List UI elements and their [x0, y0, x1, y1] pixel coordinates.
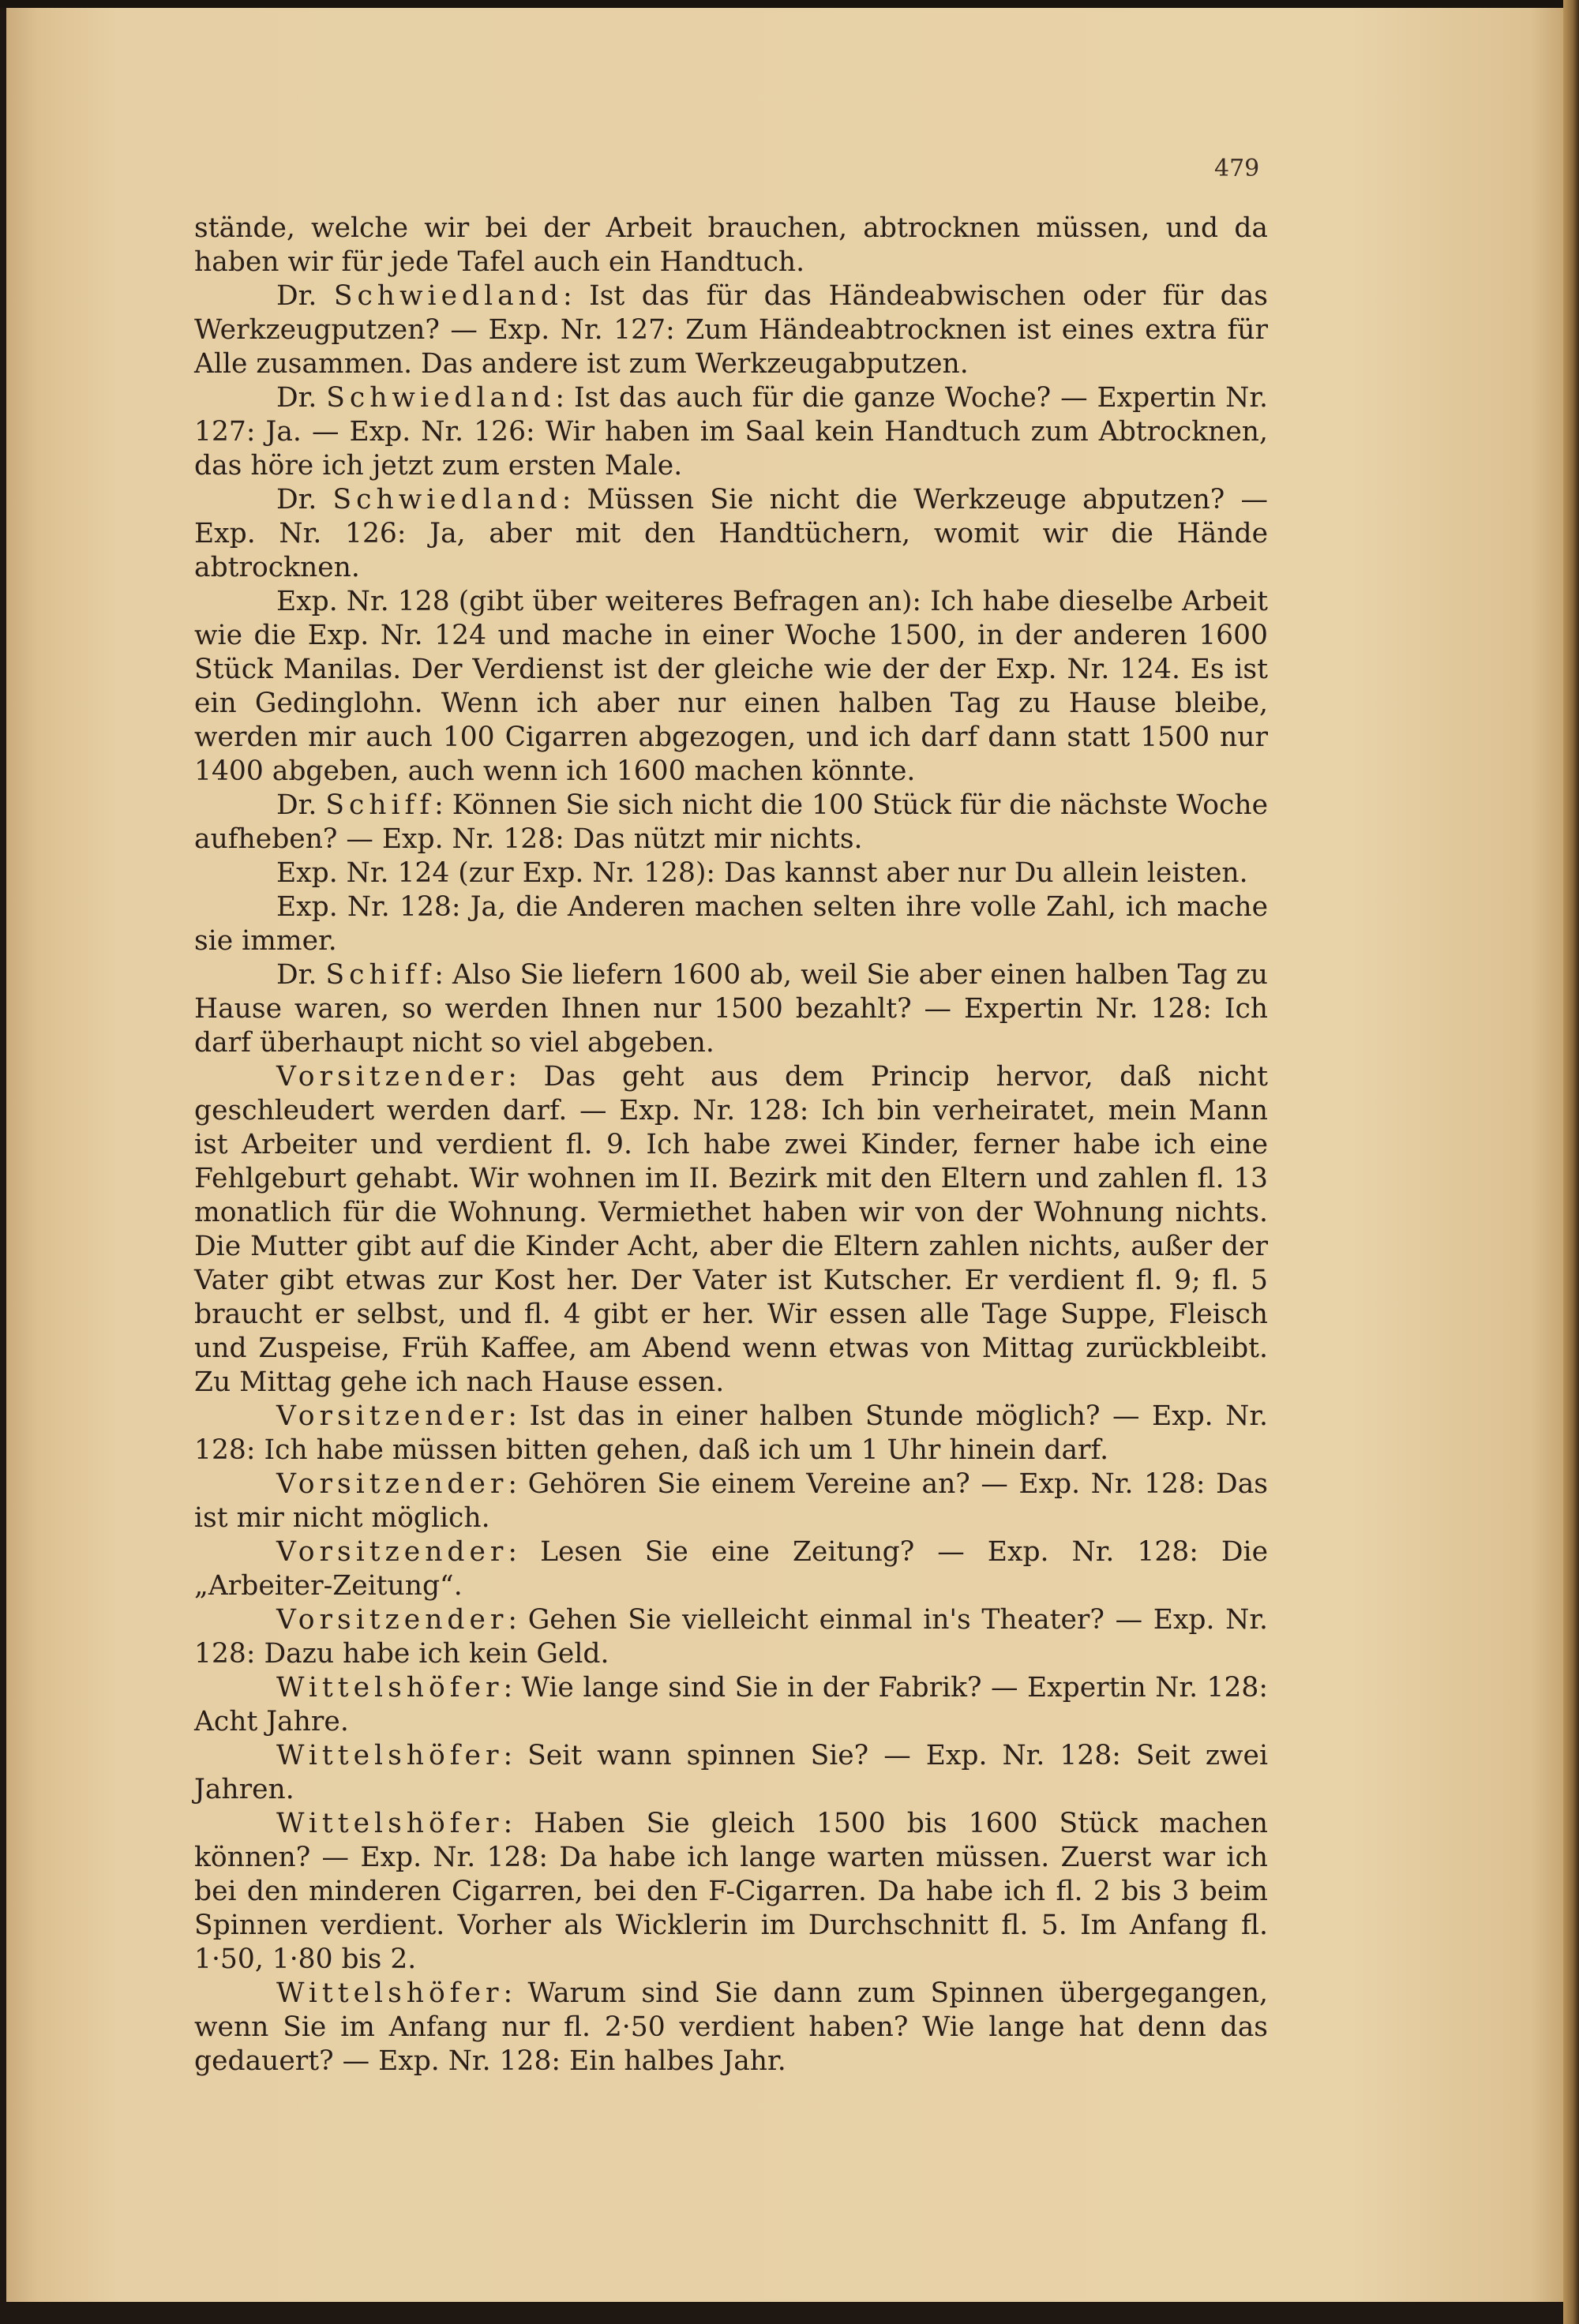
speaker-name: Schiff — [325, 959, 435, 991]
text-run: : Müssen Sie nicht die Werkzeuge abputzen? — Exp. Nr. 126: Ja, aber mit den Handtüchern, womit wir die Hände abtrocknen. — [194, 484, 1268, 583]
text-run: : Haben Sie gleich 1500 bis 1600 Stück machen können? — Exp. Nr. 128: Da habe ich lange warten müssen. Zuerst war ich bei den minderen Cigarren, bei den F-Cigarren. Da habe ich fl. 2 bis 3 beim Spinnen verdient. Vorher als Wicklerin im Durchschnitt fl. 5. Im Anfang fl. 1·50, 1·80 bis 2. — [194, 1808, 1268, 1975]
paragraph — [194, 381, 1268, 483]
text-run: Dr. — [276, 382, 327, 414]
text-run: Dr. — [276, 789, 326, 821]
paragraph — [194, 1807, 1268, 1977]
text-run: : Lesen Sie eine Zeitung? — Exp. Nr. 128: Die „Arbeiter-Zeitung“. — [194, 1536, 1268, 1602]
paragraph — [194, 1400, 1268, 1467]
page-number: 479 — [1214, 155, 1260, 182]
speaker-name: Vorsitzender — [276, 1536, 508, 1568]
text-run: : Können Sie sich nicht die 100 Stück für die nächste Woche aufheben? — Exp. Nr. 128: Das nützt mir nichts. — [194, 789, 1269, 855]
text-run: : Ist das für das Händeabwischen oder für das Werkzeugputzen? — Exp. Nr. 127: Zum Händeabtrocknen ist eines extra für Alle zusammen. Das andere ist zum Werkzeugabputzen. — [194, 280, 1268, 380]
text-run: Dr. — [276, 280, 334, 312]
speaker-name: Schwiedland — [333, 280, 563, 312]
text-run: : Das geht aus dem Princip hervor, daß nicht geschleudert werden darf. — Exp. Nr. 128: Ich bin verheiratet, mein Mann ist Arbeiter und verdient fl. 9. Ich habe zwei Kinder, ferner habe ich eine Fehlgeburt gehabt. Wir wohnen im II. Bezirk mit den Eltern und zahlen fl. 13 monatlich für die Wohnung. Vermiethet haben wir von der Wohnung nichts. Die Mutter gibt auf die Kinder Acht, aber die Eltern zahlen nichts, außer der Vater gibt etwas zur Kost her. Der Vater ist Kutscher. Er verdient fl. 9; fl. 5 braucht er selbst, und fl. 4 gibt er her. Wir essen alle Tage Suppe, Fleisch und Zuspeise, Früh Kaffee, am Abend wenn etwas von Mittag zurückbleibt. Zu Mittag gehe ich nach Hause essen. — [194, 1061, 1268, 1398]
body-text — [194, 212, 1268, 2078]
text-run: Dr. — [276, 959, 326, 991]
speaker-name: Vorsitzender — [276, 1400, 508, 1432]
speaker-name: Vorsitzender — [276, 1061, 508, 1093]
speaker-name: Schiff — [325, 789, 435, 821]
page-edge-strip — [1563, 0, 1579, 2324]
speaker-name: Wittelshöfer — [276, 1808, 504, 1839]
text-run: Exp. Nr. 128 (gibt über weiteres Befragen an): Ich habe dieselbe Arbeit wie die Exp. Nr. 124 und mache in einer Woche 1500, in der anderen 1600 Stück Manilas. Der Verdienst ist der gleiche wie der der Exp. Nr. 124. Es ist ein Gedinglohn. Wenn ich aber nur einen halben Tag zu Hause bleibe, werden mir auch 100 Cigarren abgezogen, und ich darf dann statt 1500 nur 1400 abgeben, auch wenn ich 1600 machen könnte. — [194, 586, 1268, 787]
paragraph — [194, 1603, 1268, 1671]
text-run: Dr. — [276, 484, 333, 515]
speaker-name: Wittelshöfer — [276, 1672, 504, 1704]
text-run: stände, welche wir bei der Arbeit brauchen, abtrocknen müssen, und da haben wir für jede Tafel auch ein Handtuch. — [194, 212, 1268, 278]
paragraph — [194, 279, 1268, 381]
paragraph — [194, 212, 1268, 279]
paragraph — [194, 1535, 1268, 1603]
speaker-name: Schwiedland — [326, 382, 556, 414]
text-run: : Ist das in einer halben Stunde möglich? — Exp. Nr. 128: Ich habe müssen bitten gehen, daß ich um 1 Uhr hinein darf. — [194, 1400, 1268, 1466]
speaker-name: Vorsitzender — [276, 1468, 508, 1500]
text-run: Exp. Nr. 128: Ja, die Anderen machen selten ihre volle Zahl, ich mache sie immer. — [194, 891, 1268, 957]
text-run: : Wie lange sind Sie in der Fabrik? — Expertin Nr. 128: Acht Jahre. — [194, 1672, 1268, 1737]
speaker-name: Schwiedland — [332, 484, 562, 515]
text-run: : Gehören Sie einem Vereine an? — Exp. Nr. 128: Das ist mir nicht möglich. — [194, 1468, 1268, 1534]
text-run: : Ist das auch für die ganze Woche? — Expertin Nr. 127: Ja. — Exp. Nr. 126: Wir haben im Saal kein Handtuch zum Abtrocknen, das höre ich jetzt zum ersten Male. — [194, 382, 1269, 482]
text-run: : Warum sind Sie dann zum Spinnen übergegangen, wenn Sie im Anfang nur fl. 2·50 verdient haben? Wie lange hat denn das gedauert? — Exp. Nr. 128: Ein halbes Jahr. — [194, 1977, 1268, 2077]
paragraph — [194, 1977, 1268, 2078]
text-run: Exp. Nr. 124 (zur Exp. Nr. 128): Das kannst aber nur Du allein leisten. — [276, 857, 1248, 889]
top-scan-edge — [0, 0, 1579, 8]
paragraph — [194, 958, 1268, 1060]
paragraph — [194, 483, 1268, 585]
text-run: : Gehen Sie vielleicht einmal in's Theater? — Exp. Nr. 128: Dazu habe ich kein Geld. — [194, 1604, 1268, 1670]
paragraph — [194, 789, 1268, 857]
paragraph — [194, 1739, 1268, 1807]
text-run: : Seit wann spinnen Sie? — Exp. Nr. 128: Seit zwei Jahren. — [194, 1740, 1268, 1805]
paragraph — [194, 1060, 1268, 1400]
text-run: : Also Sie liefern 1600 ab, weil Sie aber einen halben Tag zu Hause waren, so werden Ihnen nur 1500 bezahlt? — Expertin Nr. 128: Ich darf überhaupt nicht so viel abgeben. — [194, 959, 1269, 1059]
paragraph — [194, 890, 1268, 958]
paragraph — [194, 1467, 1268, 1535]
paragraph — [194, 585, 1268, 789]
speaker-name: Vorsitzender — [276, 1604, 508, 1636]
paragraph — [194, 857, 1268, 890]
speaker-name: Wittelshöfer — [276, 1977, 504, 2009]
speaker-name: Wittelshöfer — [276, 1740, 504, 1771]
paragraph — [194, 1671, 1268, 1739]
